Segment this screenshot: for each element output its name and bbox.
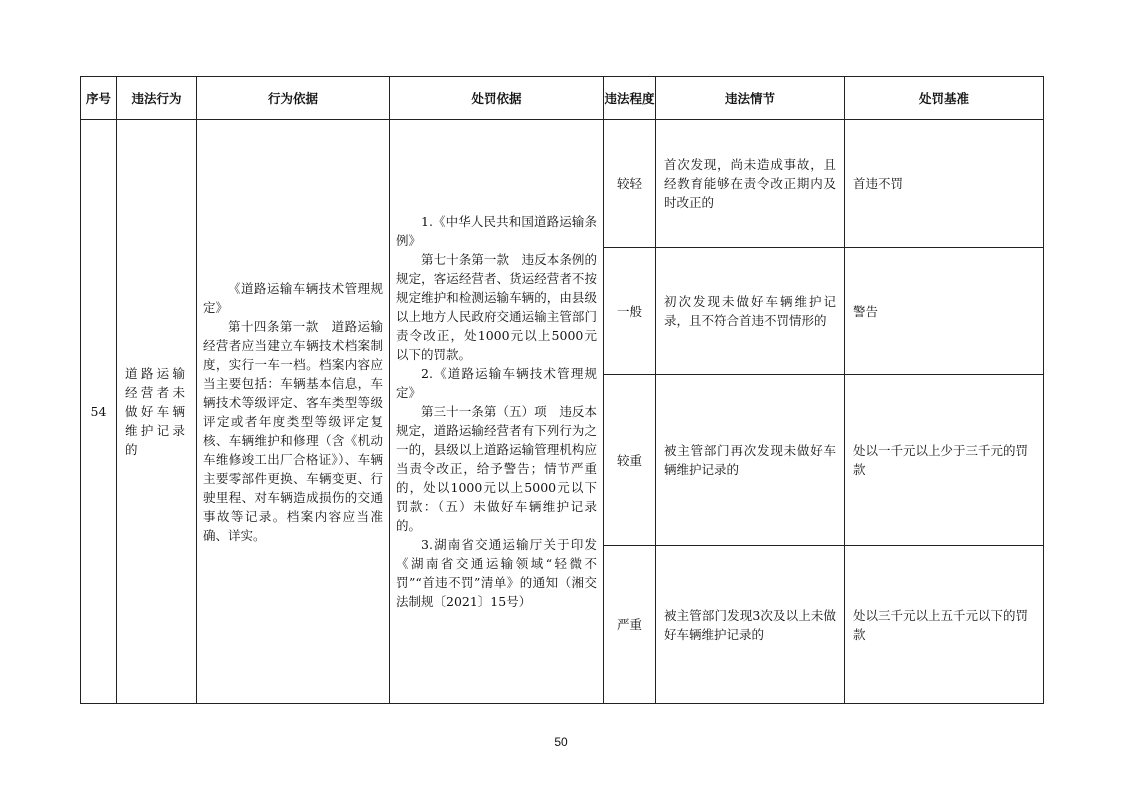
penalty-basis-item-3: 3.湖南省交通运输厅关于印发《湖南省交通运输领域“轻微不罚”“首违不罚”清单》的通知（湘交法制规〔2021〕15号）	[396, 537, 597, 609]
row-basis	[197, 120, 390, 704]
header-seq: 序号	[81, 77, 117, 120]
page-number: 50	[554, 735, 568, 749]
standard-cell: 首违不罚	[845, 120, 1044, 248]
row-seq: 54	[81, 120, 117, 704]
circumstance-cell: 被主管部门再次发现未做好车辆维护记录的	[656, 375, 845, 546]
penalty-basis-item-1: 1.《中华人民共和国道路运输条例》	[396, 214, 597, 248]
penalty-basis-article-1: 第七十条第一款 违反本条例的规定，客运经营者、货运经营者不按规定维护和检测运输车辆的，由县级以上地方人民政府交通运输主管部门责令改正，处1000元以上5000元以下的罚款。	[396, 252, 597, 362]
degree-cell: 严重	[604, 546, 656, 704]
penalty-basis-item-2: 2.《道路运输车辆技术管理规定》	[396, 366, 597, 400]
header-penalty-basis: 处罚依据	[390, 77, 604, 120]
row-penalty-basis	[390, 120, 604, 704]
circumstance-cell: 初次发现未做好车辆维护记录，且不符合首违不罚情形的	[656, 248, 845, 375]
penalty-basis-article-2: 第三十一条第（五）项 违反本规定，道路运输经营者有下列行为之一的，县级以上道路运输管理机构应当责令改正，给予警告；情节严重的，处以1000元以上5000元以下罚款：（五）未做好车辆维护记录的。	[396, 404, 597, 533]
basis-title: 《道路运输车辆技术管理规定》	[203, 280, 383, 315]
header-degree: 违法程度	[604, 77, 656, 120]
standard-cell: 处以一千元以上少于三千元的罚款	[845, 375, 1044, 546]
header-basis: 行为依据	[197, 77, 390, 120]
penalty-standard-table	[80, 76, 1044, 704]
standard-cell: 处以三千元以上五千元以下的罚款	[845, 546, 1044, 704]
circumstance-cell: 被主管部门发现3次及以上未做好车辆维护记录的	[656, 546, 845, 704]
header-circumstance: 违法情节	[656, 77, 845, 120]
header-act: 违法行为	[117, 77, 197, 120]
header-standard: 处罚基准	[845, 77, 1044, 120]
row-act: 道路运输经营者未做好车辆维护记录的	[117, 120, 197, 704]
circumstance-cell: 首次发现，尚未造成事故，且经教育能够在责令改正期内及时改正的	[656, 120, 845, 248]
degree-cell: 较轻	[604, 120, 656, 248]
degree-cell: 一般	[604, 248, 656, 375]
basis-article: 第十四条第一款 道路运输经营者应当建立车辆技术档案制度，实行一车一档。档案内容应当主要包括：车辆基本信息，车辆技术等级评定、客车类型等级评定或者年度类型等级评定复核、车辆维护和修理（含《机动车维修竣工出厂合格证》）、车辆主要零部件更换、车辆变更、行驶里程、对车辆造成损伤的交通事故等记录。档案内容应当准确、详实。	[203, 318, 383, 543]
standard-cell: 警告	[845, 248, 1044, 375]
header-row	[81, 77, 1044, 120]
degree-cell: 较重	[604, 375, 656, 546]
table-row	[81, 120, 1044, 248]
